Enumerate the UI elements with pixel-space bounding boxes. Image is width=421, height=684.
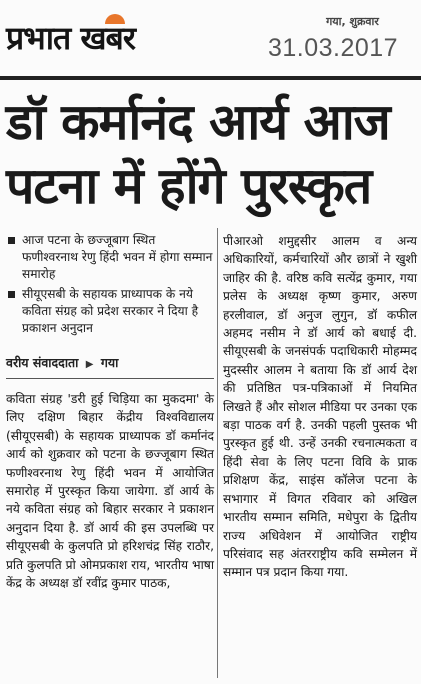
article-body-column-2: पीआरओ शमुद्दसीर आलम व अन्य अधिकारियों, कर्मचारियों और छात्रों ने खुशी जाहिर की है. वरिष्ठ कवि सत्येंद्र कुमार, गया प्रलेस के अध्यक्ष कृष्ण कुमार, अरुण हरलीवाल, डॉ अनुज लुगुन, डॉ कफील अहमद नसीम ने डॉ आर्य को बधाई दी. सीयूएसबी के जनसंपर्क पदाधिकारी मोहम्मद मुदस्सीर आलम ने बताया कि डॉ आर्य देश की प्रतिष्ठित पत्र-पत्रिकाओं में नियमित लिखते हैं और सोशल मीडिया पर उनका एक बड़ा पाठक वर्ग है. उनकी पहली पुस्तक भी पुरस्कृत हुई थी. उन्हें उनकी रचनात्मकता व हिंदी सेवा के लिए पटना विवि के प्राक प्रशिक्षण केंद्र, साइंस कॉलेज पटना के सभागार में विगत रविवार को अखिल भारतीय सम्मान समिति, मधेपुरा के द्वितीय राज्य अधिवेशन में आयोजित राष्ट्रीय परिसंवाद सह अंतरराष्ट्रीय कवि सम्मेलन में सम्मान पत्र प्रदान किया गया.: [223, 234, 417, 580]
byline: [6, 354, 214, 371]
column-divider: [217, 228, 218, 678]
summary-point-text: सीयूएसबी के सहायक प्राध्यापक के नये कविता संग्रह को प्रदेश सरकार ने दिया है प्रकाशन अनुदान: [22, 287, 199, 335]
summary-points: [6, 232, 214, 340]
summary-point-text: आज पटना के छज्जूबाग स्थित फणीश्वरनाथ रेणु हिंदी भवन में होगा सम्मान समारोह: [22, 233, 213, 281]
square-bullet-icon: [8, 237, 15, 244]
dateline: गया, शुक्रवार: [326, 15, 379, 28]
masthead-divider: [0, 76, 421, 80]
article-body-column-1: कविता संग्रह 'डरी हुई चिड़िया का मुकदमा' के लिए दक्षिण बिहार केंद्रीय विश्वविद्यालय (सीयूएसबी) के सहायक प्राध्यापक डॉ कर्मानंद आर्य को शुक्रवार को पटना के छज्जूबाग स्थित फणीश्वरनाथ रेणु हिंदी भवन में आयोजित समारोह में पुरस्कृत किया जायेगा. डॉ आर्य के नये कविता संग्रह को बिहार सरकार ने प्रकाशन अनुदान दिया है. डॉ आर्य की इस उपलब्धि पर सीयूएसबी के कुलपति प्रो हरिशचंद्र सिंह राठौर, प्रति कुलपति प्रो ओमप्रकाश राय, भारतीय भाषा केंद्र के अध्यक्ष डॉ रवींद्र कुमार पाठक,: [6, 392, 214, 591]
triangle-right-icon: ▶: [85, 359, 94, 370]
issue-date: 31.03.2017: [267, 34, 399, 62]
byline-divider: [6, 378, 214, 379]
summary-point: [6, 286, 214, 337]
square-bullet-icon: [8, 291, 15, 298]
summary-point: [6, 232, 214, 283]
headline: डॉ कर्मानंद आर्य आज पटना में होंगे पुरस्कृत: [6, 93, 390, 215]
byline-place: गया: [100, 355, 119, 370]
newspaper-logo: [6, 8, 196, 68]
masthead: [0, 0, 421, 80]
logo-text: प्रभात खबर: [6, 19, 135, 57]
byline-reporter: वरीय संवाददाता: [6, 355, 79, 370]
